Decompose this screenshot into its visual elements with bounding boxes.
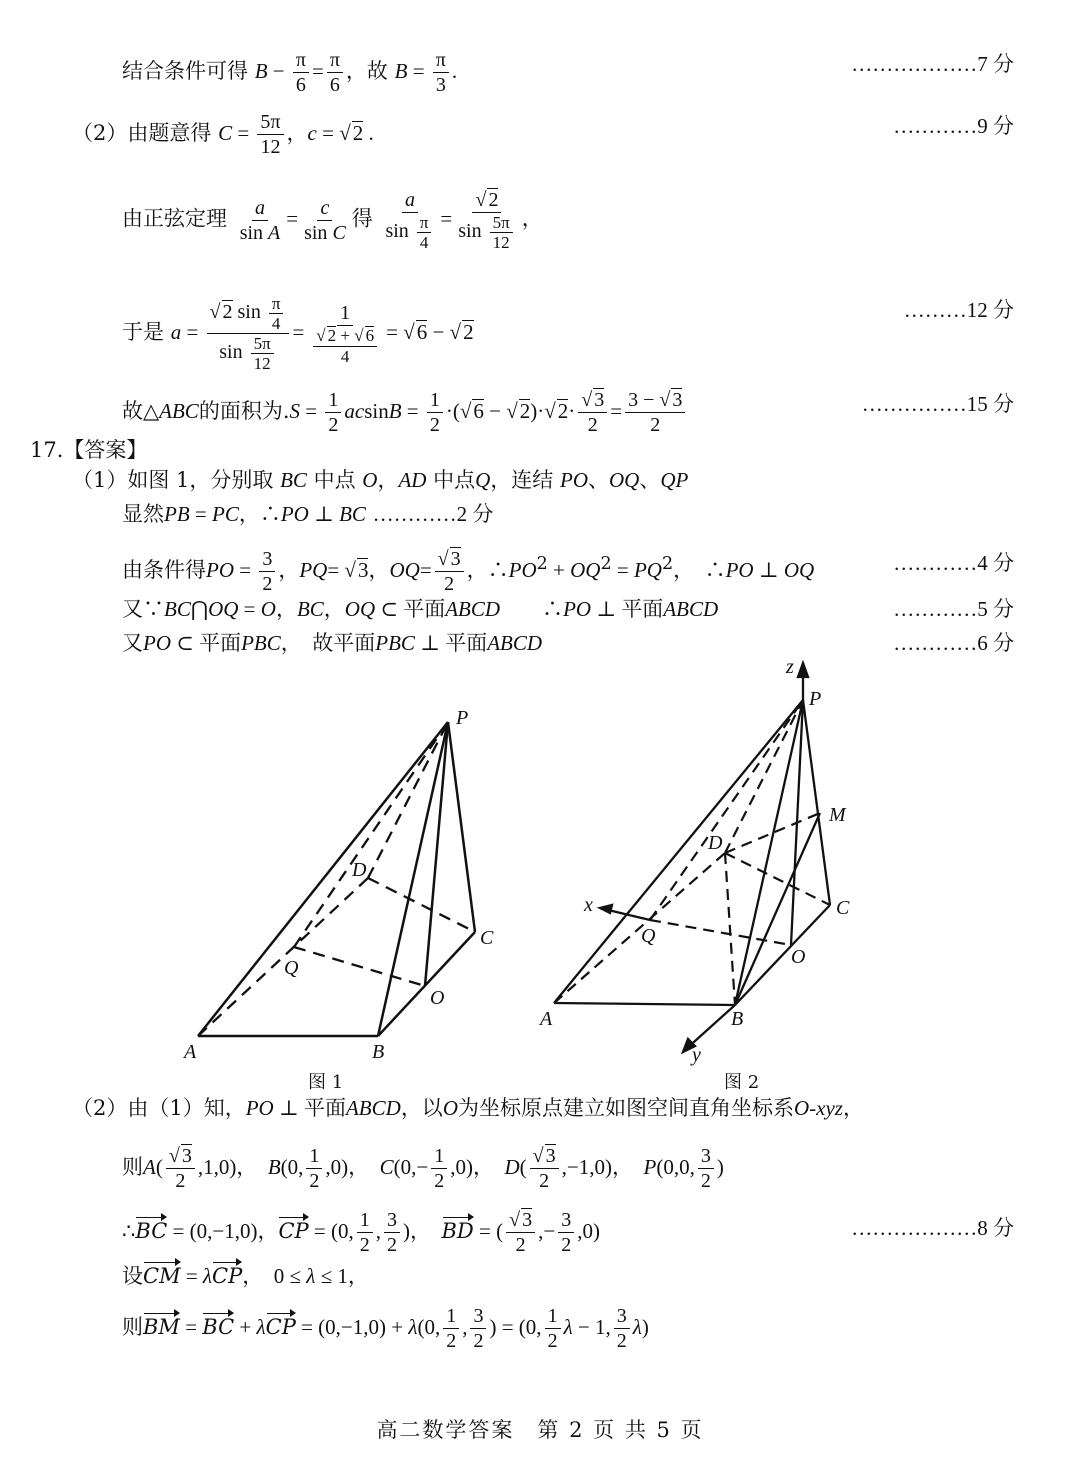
label-M: M [829, 804, 846, 826]
text: 平面 [403, 597, 446, 621]
text: ，故 [345, 59, 388, 83]
line-solve-B: 结合条件可得 B − $\frac{\pi}{6}$ = $\frac{\pi}{6}$ ，故 B = $\frac{\pi}{3}$ . [122, 49, 458, 96]
line-17-4: 又∵BC⋂OQ = O，BC，OQ ⊂ 平面ABCD ∴PO ⊥ 平面ABCD [122, 597, 719, 621]
line-17-2: 显然PB = PC，∴PO ⊥ BC …………2 分 [122, 502, 494, 526]
label-Q: Q [641, 925, 656, 947]
text: 的面积为. [198, 399, 290, 423]
line-BM: 则BM = BC + λCP = (0,−1,0) + λ(0, $\frac{1}{2}$ , $\frac{3}{2}$ ) = (0, $\frac{1}{2}$ λ − 1, $\frac{3}{2}$ λ) [122, 1305, 649, 1352]
label-A: A [540, 1008, 553, 1030]
text: 则 [122, 1315, 143, 1339]
text: ， [323, 597, 345, 621]
score-8: ………………8 分 [851, 1216, 1014, 1240]
text: 设 [122, 1264, 143, 1288]
caption-figure-2: 图 2 [724, 1072, 760, 1093]
text: 由条件得 [122, 558, 206, 582]
dots: ………… [372, 502, 457, 526]
text: ， [377, 468, 399, 492]
caption-figure-1: 图 1 [308, 1072, 344, 1093]
line-set-CM: 设CM = λCP， 0 ≤ λ ≤ 1， [122, 1258, 369, 1290]
label-D: D [352, 859, 367, 881]
line-coordinates: 则A( $\frac{√ 3}{2}$ ,1,0)， B(0, $\frac{1}{2}$ ,0)， C(0,− $\frac{1}{2}$ ,0)， D( $\frac{√ 3}{2}$ ,−1,0)， P(0,0, $\frac{3}{2}$ ) [122, 1145, 724, 1192]
score-2: 2 分 [456, 502, 494, 526]
line-C-c: （2）由题意得 C = $\frac{5\pi}{12}$ ，c = √2 . [72, 111, 374, 158]
line-17-3: 由条件得PO = $\frac{3}{2}$ ，PQ= √3，OQ= $\frac{√ 3}{2}$ ，$\therefore PO^2 + OQ^2 = PQ^2$， ∴PO ⊥ OQ [122, 548, 815, 595]
text: 平面 [199, 631, 242, 655]
text: 又 [122, 631, 143, 655]
text: 中点 [426, 468, 476, 492]
score-15: ……………15 分 [861, 392, 1014, 416]
label-B: B [372, 1041, 385, 1063]
text: ，连结 [490, 468, 560, 492]
figure-1 [170, 700, 530, 1070]
label-P: P [809, 688, 822, 710]
label-A: A [184, 1041, 197, 1063]
text: ，以 [400, 1096, 443, 1120]
text: ABC [159, 399, 199, 423]
text: 中点 [306, 468, 363, 492]
text: （2）由（1）知， [72, 1096, 246, 1120]
label-P: P [456, 707, 469, 729]
label-O: O [430, 987, 445, 1009]
line-vectors: ∴BC = (0,−1,0)，CP = (0, $\frac{1}{2}$ , $\frac{3}{2}$ )， BD = ( $\frac{√ 3}{2}$ ,− $\frac{3}{2}$ ,0) [122, 1209, 600, 1256]
text: （1）如图 1，分别取 [72, 468, 281, 492]
label-D: D [708, 832, 723, 854]
label-O: O [791, 946, 806, 968]
text: 显然 [122, 502, 164, 526]
score-12: ………12 分 [903, 298, 1014, 322]
text: 故△ [122, 399, 160, 423]
label-y: y [692, 1044, 701, 1066]
text: 平面 [303, 1096, 346, 1120]
label-B: B [731, 1008, 744, 1030]
text: 得 [351, 206, 373, 231]
label-Q: Q [284, 957, 299, 979]
text: 平面 [445, 631, 488, 655]
score-5: …………5 分 [893, 597, 1014, 621]
line-17-part2: （2）由（1）知，PO ⊥ 平面ABCD，以O为坐标原点建立如图空间直角坐标系O-xyz， [72, 1096, 864, 1120]
text: 由正弦定理 [122, 206, 227, 231]
text: 则 [122, 1155, 143, 1179]
text: 又∵ [122, 597, 164, 621]
line-sine-law: 由正弦定理 $\frac{a}{\text{sin A}}$ = $\frac{c}{\text{sin C}}$ 得 a sin $\frac{\pi}{4}$ = √ 2 sin $\frac{5\pi}{12}$ ， [122, 189, 543, 252]
score-7: ………………7 分 [851, 52, 1014, 76]
text: 结合条件可得 [122, 59, 248, 83]
text: （2）由题意得 [72, 121, 212, 145]
label-x: x [584, 894, 593, 916]
line-17-5: 又PO ⊂ 平面PBC， 故平面PBC ⊥ 平面ABCD [122, 631, 543, 655]
score-4: …………4 分 [893, 551, 1014, 575]
score-6: …………6 分 [893, 631, 1014, 655]
label-C: C [836, 897, 850, 919]
line-area: 故△ABC的面积为.S = $\frac{1}{2}$ acsinB = $\frac{1}{2}$ ·(√6 − √2)·√2· $\frac{√ 3}{2}$ = $\frac{3 - √ 3}{2}$ [122, 388, 688, 437]
page-footer: 高二数学答案 第 2 页 共 5 页 [376, 1418, 704, 1442]
text: 于是 [122, 320, 164, 344]
label-C: C [480, 927, 494, 949]
line-17-1: （1）如图 1，分别取 BC 中点 O，AD 中点Q，连结 PO、OQ、QP [72, 468, 689, 492]
score-9: …………9 分 [893, 114, 1014, 138]
text: 为坐标原点建立如图空间直角坐标系 [457, 1096, 794, 1120]
label-z: z [786, 656, 794, 678]
line-compute-a: 于是 a = √ 2 sin $\frac{\pi}{4}$ sin $\frac{5\pi}{12}$ = $\frac{1}{\frac{√ 2 + √ 6}{4}}$ = √6 − √2 [122, 294, 474, 373]
figure-2 [530, 655, 870, 1075]
question-17-heading: 17.【答案】 [30, 438, 148, 462]
text: ， 故平面 [280, 631, 376, 655]
